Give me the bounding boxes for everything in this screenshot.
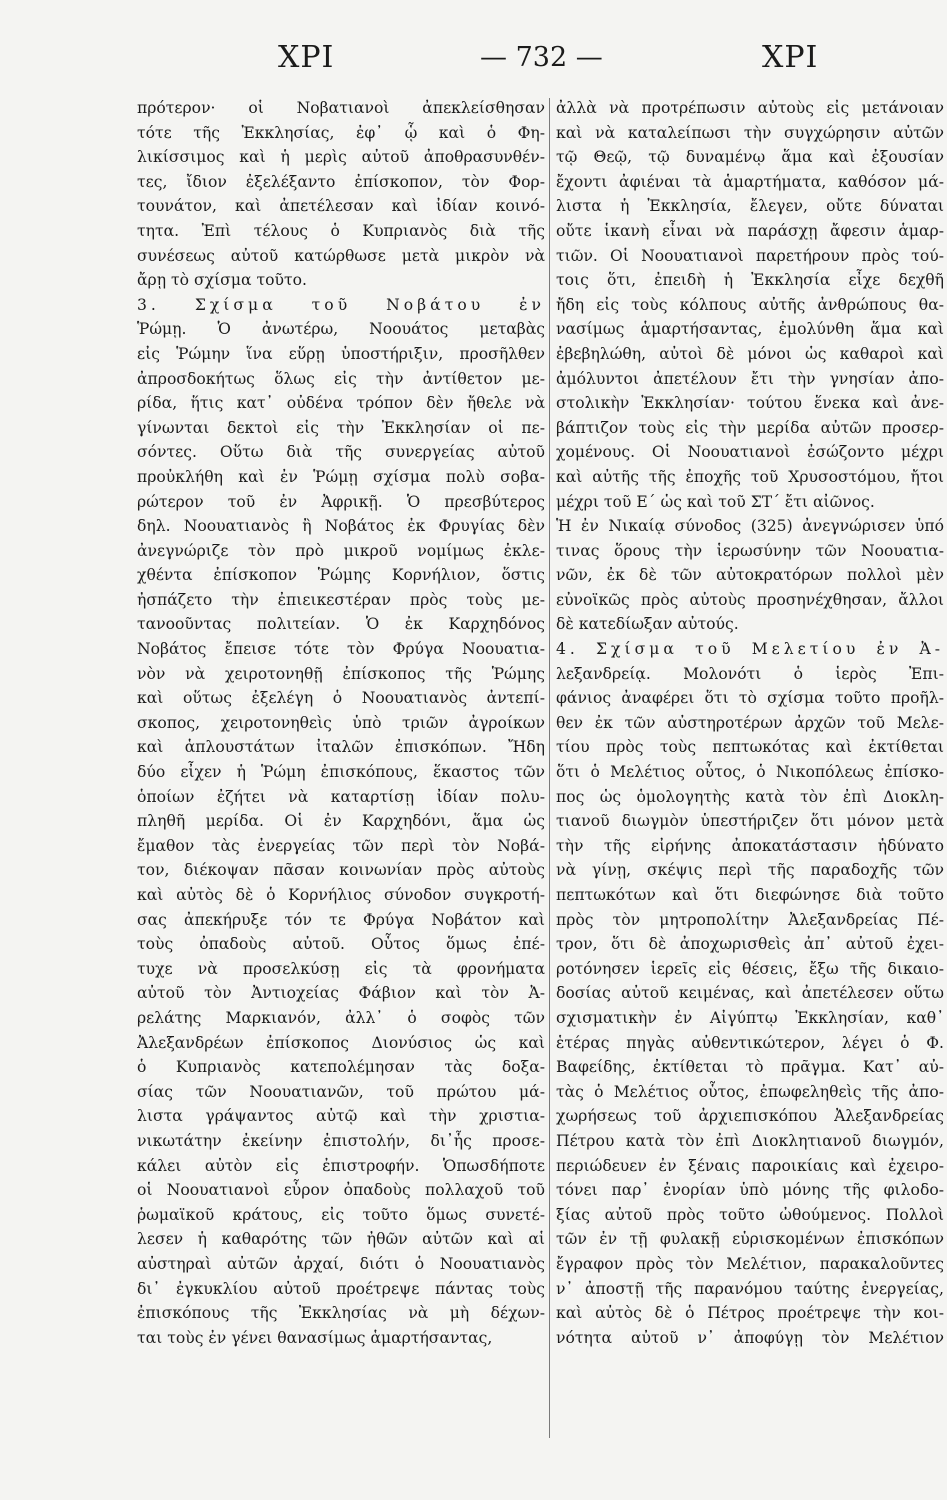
text-line: καὶ αὐτῆς τῆς ἐποχῆς τοῦ Χρυσοστόμου, ἤτοι [556, 467, 944, 486]
text-line: εὐνοϊκῶς πρὸς αὐτοὺς προσηνέχθησαν, ἄλλοι [556, 590, 944, 609]
text-line: ρώτερον τοῦ ἐν Ἀφρικῇ. Ὁ πρεσβύτερος [137, 492, 545, 511]
text-line: ὁ Κυπριανὸς κατεπολέμησαν τὰς δοξα- [137, 1058, 545, 1077]
text-line: λεξανδρείᾳ. Μολονότι ὁ ἱερὸς Ἐπι- [556, 664, 944, 683]
text-line: τὰς ὁ Μελέτιος οὗτος, ἐπωφεληθεὶς τῆς ἀπο- [556, 1082, 944, 1101]
text-line: φάνιος ἀναφέρει ὅτι τὸ σχίσμα τοῦτο προῆλ- [556, 689, 944, 708]
text-line: τίου πρὸς τοὺς πεπτωκότας καὶ ἐκτίθεται [556, 738, 944, 757]
text-line: δι᾽ ἐγκυκλίου αὐτοῦ προέτρεψε πάντας τοὺς [137, 1279, 545, 1298]
text-line: χομένους. Οἱ Νοουατιανοὶ ἐσώζοντο μέχρι [556, 443, 944, 462]
text-line: πος ὡς ὁμολογητὴς κατὰ τὸν ἐπὶ Διοκλη- [556, 787, 944, 806]
text-line: Ἡ ἐν Νικαίᾳ σύνοδος (325) ἀνεγνώρισεν ὑπό [556, 517, 944, 536]
text-line: σίας τῶν Νοουατιανῶν, τοῦ πρώτου μά- [137, 1082, 545, 1101]
text-line: ἀνεγνώριζε τὸν πρὸ μικροῦ νομίμως ἐκλε- [137, 541, 545, 560]
text-line: σκοπος, χειροτονηθεὶς ὑπὸ τριῶν ἀγροίκων [137, 713, 545, 732]
text-line: οἱ Νοουατιανοὶ εὗρον ὀπαδοὺς πολλαχοῦ τοῦ [137, 1181, 545, 1200]
text-line: πρότερον· οἱ Νοβατιανοὶ ἀπεκλείσθησαν [137, 99, 545, 117]
text-line: ἔγραφον πρὸς τὸν Μελέτιον, παρακαλοῦντες [556, 1254, 944, 1273]
text-line: ἔμαθον τὰς ἐνεργείας τῶν περὶ τὸν Νοβά- [137, 836, 545, 855]
text-line: λικίσσιμος καὶ ἡ μερὶς αὐτοῦ ἀποθρασυνθέν- [137, 148, 545, 167]
text-line: λιστα γράψαντος αὐτῷ καὶ τὴν χριστια- [137, 1107, 545, 1126]
text-line: δοσίας αὐτοῦ κειμένας, καὶ ἀπετέλεσεν οὕτω [556, 984, 944, 1003]
text-line: νῶν, ἐκ δὲ τῶν αὐτοκρατόρων πολλοὶ μὲν [556, 566, 944, 585]
page-number: — 732 — [480, 42, 603, 73]
text-line: ἀλλὰ νὰ προτρέπωσιν αὐτοὺς εἰς μετάνοιαν [556, 99, 944, 117]
text-line: πληθῆ μερίδα. Οἱ ἐν Καρχηδόνι, ἅμα ὡς [137, 812, 545, 831]
text-line: τουνάτον, καὶ ἀπετέλεσαν καὶ ἰδίαν κοινό- [137, 197, 545, 216]
text-line: τον, διέκοψαν πᾶσαν κοινωνίαν πρὸς αὐτοὺς [137, 861, 545, 880]
text-line: τὴν τῆς εἰρήνης ἀποκατάστασιν ἠδύνατο [556, 836, 944, 855]
text-line: ἄρῃ τὸ σχίσμα τοῦτο. [137, 271, 307, 290]
text-line: δὲ κατεδίωξαν αὐτούς. [556, 615, 739, 634]
text-line: δύο εἶχεν ἡ Ῥώμη ἐπισκόπους, ἕκαστος τῶν [137, 763, 545, 782]
text-line: συνέσεως αὐτοῦ κατώρθωσε μετὰ μικρὸν νὰ [137, 246, 545, 265]
text-line: σχισματικὴν ἐν Αἰγύπτῳ Ἐκκλησίαν, καθ᾽ [556, 1008, 944, 1027]
text-line: λεσεν ἡ καθαρότης τῶν ἠθῶν αὐτῶν καὶ αἱ [137, 1230, 545, 1249]
text-line: δηλ. Νοουατιανὸς ἢ Νοβάτος ἐκ Φρυγίας δὲν [137, 517, 545, 536]
text-line: τῷ Θεῷ, τῷ δυναμένῳ ἅμα καὶ ἐξουσίαν [556, 148, 944, 167]
text-line: νασίμως ἁμαρτήσαντας, ἐμολύνθη ἅμα καὶ [556, 320, 944, 339]
text-line: ῥωμαϊκοῦ κράτους, εἰς τοῦτο ὅμως συνετέ- [137, 1205, 545, 1224]
text-line: τιῶν. Οἱ Νοουατιανοὶ παρετήρουν πρὸς τού- [556, 246, 944, 265]
text-line: τυχε νὰ προσελκύσῃ εἰς τὰ φρονήματα [137, 959, 545, 978]
column-divider [549, 98, 550, 1438]
text-line: σας ἀπεκήρυξε τόν τε Φρύγα Νοβάτον καὶ [137, 910, 545, 929]
text-line: τότε τῆς Ἐκκλησίας, ἐφ᾽ ᾧ καὶ ὁ Φη- [137, 123, 545, 142]
text-line: κάλει αὐτὸν εἰς ἐπιστροφήν. Ὁπωσδήποτε [137, 1156, 545, 1175]
text-line: ξίας αὐτοῦ πρὸς τοῦτο ὠθούμενος. Πολλοὶ [556, 1205, 944, 1224]
text-line: τόνει παρ᾽ ἐνορίαν ὑπὸ μόνης τῆς φιλοδο- [556, 1181, 944, 1200]
text-line: προὐκλήθη καὶ ἐν Ῥώμῃ σχίσμα πολὺ σοβα- [137, 467, 545, 486]
text-line: χθέντα ἐπίσκοπον Ῥώμης Κορνήλιον, ὅστις [137, 566, 545, 585]
text-line: Πέτρου κατὰ τὸν ἐπὶ Διοκλητιανοῦ διωγμόν, [556, 1131, 944, 1150]
page-header [0, 40, 947, 84]
text-line: νότητα αὐτοῦ ν᾽ ἀποφύγῃ τὸν Μελέτιον [556, 1328, 944, 1347]
text-line: ροτόνησεν ἱερεῖς εἰς θέσεις, ἔξω τῆς δικαιο- [556, 959, 944, 978]
text-line: τοις ὅτι, ἐπειδὴ ἡ Ἐκκλησία εἶχε δεχθῆ [556, 271, 944, 290]
text-line: αὐστηραὶ αὐτῶν ἀρχαί, διότι ὁ Νοουατιανὸς [137, 1254, 545, 1273]
text-line: Βαφείδης, ἐκτίθεται τὸ πρᾶγμα. Κατ᾽ αὐ- [556, 1058, 944, 1077]
running-head-left: ΧΡΙ [278, 40, 335, 75]
text-line: νὰ γίνῃ, σκέψις περὶ τῆς παραδοχῆς τῶν [556, 861, 944, 880]
text-line: τῶν ἐν τῇ φυλακῇ εὑρισκομένων ἐπισκόπων [556, 1230, 944, 1249]
text-line: Ῥώμῃ. Ὁ ἀνωτέρω, Νοουάτος μεταβὰς [137, 320, 545, 339]
text-line: καὶ νὰ καταλείπωσι τὴν συγχώρησιν αὐτῶν [556, 123, 944, 142]
text-line: χωρήσεως τοῦ ἀρχιεπισκόπου Ἀλεξανδρείας [556, 1107, 944, 1126]
right-column [556, 96, 944, 1476]
text-line: ἠσπάζετο τὴν ἐπιεικεστέραν πρὸς τοὺς με- [137, 590, 545, 609]
text-line: ἑτέρας πηγὰς αὐθεντικώτερον, λέγει ὁ Φ. [556, 1033, 944, 1052]
text-line: ρίδα, ἥτις κατ᾽ οὐδένα τρόπον δὲν ἤθελε νὰ [137, 394, 545, 413]
text-line: ν᾽ ἀποστῇ τῆς παρανόμου ταύτης ἐνεργείας, [556, 1279, 944, 1298]
text-line: νὸν νὰ χειροτονηθῇ ἐπίσκοπος τῆς Ῥώμης [137, 664, 545, 683]
text-line: ὁποίων ἐζήτει νὰ καταρτίσῃ ἰδίαν πολυ- [137, 787, 545, 806]
text-line: ἐβεβηλώθη, αὐτοὶ δὲ μόνοι ὡς καθαροὶ καὶ [556, 344, 944, 363]
text-line: τρον, ὅτι δὲ ἀποχωρισθεὶς ἀπ᾽ αὐτοῦ ἐχει- [556, 935, 944, 954]
text-line: ἀπροσδοκήτως ὅλως εἰς τὴν ἀντίθετον με- [137, 369, 545, 388]
text-line: καὶ ἁπλουστάτων ἰταλῶν ἐπισκόπων. Ἤδη [137, 738, 545, 757]
text-line: ὅτι ὁ Μελέτιος οὗτος, ὁ Νικοπόλεως ἐπίσκο- [556, 763, 944, 782]
text-line: καὶ αὐτὸς δὲ ὁ Πέτρος προέτρεψε τὴν κοι- [556, 1304, 944, 1323]
text-line: τοὺς ὀπαδοὺς αὐτοῦ. Οὗτος ὅμως ἐπέ- [137, 935, 545, 954]
text-line: σόντες. Οὕτω διὰ τῆς συνεργείας αὐτοῦ [137, 443, 545, 462]
text-line: 4. Σχίσμα τοῦ Μελετίου ἐν Ἀ- [556, 640, 944, 659]
text-line: βάπτιζον τοὺς εἰς τὴν μερίδα αὐτῶν προσερ- [556, 418, 944, 437]
text-line: καὶ αὐτὸς δὲ ὁ Κορνήλιος σύνοδον συγκροτή- [137, 886, 545, 904]
running-head-right: ΧΡΙ [762, 40, 819, 75]
text-line: λιστα ἡ Ἐκκλησία, ἔλεγεν, οὔτε δύναται [556, 197, 944, 216]
text-line: ἐπισκόπους τῆς Ἐκκλησίας νὰ μὴ δέχων- [137, 1304, 545, 1323]
text-line: Ἀλεξανδρέων ἐπίσκοπος Διονύσιος ὡς καὶ [137, 1033, 545, 1052]
text-line: γίνωνται δεκτοὶ εἰς τὴν Ἐκκλησίαν οἱ πε- [137, 418, 545, 437]
text-line: περιώδευεν ἐν ξέναις παροικίαις καὶ ἐχειρο- [556, 1156, 944, 1175]
text-line: τινας ὅρους τὴν ἱερωσύνην τῶν Νοουατια- [556, 541, 944, 560]
text-line: Νοβάτος ἔπεισε τότε τὸν Φρύγα Νοουατια- [137, 640, 545, 659]
text-line: τιανοῦ διωγμὸν ὑπεστήριζεν ὅτι μόνον μετὰ [556, 812, 944, 831]
text-line: πρὸς τὸν μητροπολίτην Ἀλεξανδρείας Πέ- [556, 910, 944, 929]
text-line: τανοοῦντας πολιτείαν. Ὁ ἐκ Καρχηδόνος [137, 615, 545, 634]
text-line: τητα. Ἐπὶ τέλους ὁ Κυπριανὸς διὰ τῆς [137, 221, 545, 240]
text-line: αὐτοῦ τὸν Ἀντιοχείας Φάβιον καὶ τὸν Ἀ- [137, 984, 545, 1003]
text-line: θεν ἐκ τῶν αὐστηροτέρων ἀρχῶν τοῦ Μελε- [556, 713, 944, 732]
text-line: ἀμόλυντοι ἀπετέλουν ἔτι τὴν γνησίαν ἀπο- [556, 369, 944, 388]
text-line: στολικὴν Ἐκκλησίαν· τούτου ἕνεκα καὶ ἀνε- [556, 394, 944, 413]
text-line: καὶ οὕτως ἐξελέγη ὁ Νοουατιανὸς ἀντεπί- [137, 689, 545, 708]
text-line: νικωτάτην ἐκείνην ἐπιστολήν, δι᾽ἧς προσε- [137, 1131, 545, 1150]
text-line: ται τοὺς ἐν γένει θανασίμως ἁμαρτήσαντας, [137, 1328, 493, 1347]
text-line: μέχρι τοῦ Ε´ ὡς καὶ τοῦ ΣΤ´ ἔτι αἰῶνος. [556, 492, 875, 511]
text-line: οὔτε ἱκανὴ εἶναι νὰ παράσχῃ ἄφεσιν ἁμαρ- [556, 221, 944, 240]
left-column [137, 96, 545, 1476]
text-line: εἰς Ῥώμην ἵνα εὕρῃ ὑποστήριξιν, προσῆλθεν [137, 344, 545, 363]
text-line: ἤδη εἰς τοὺς κόλπους αὐτῆς ἀνθρώπους θα- [556, 295, 944, 314]
text-line: 3. Σχίσμα τοῦ Νοβάτου ἐν [137, 295, 545, 314]
text-line: τες, ἴδιον ἐξελέξαντο ἐπίσκοπον, τὸν Φορ- [137, 172, 545, 191]
text-line: ἔχοντι ἀφιέναι τὰ ἁμαρτήματα, καθόσον μά- [556, 172, 944, 191]
text-line: ρελάτης Μαρκιανόν, ἀλλ᾽ ὁ σοφὸς τῶν [137, 1008, 545, 1027]
text-line: πεπτωκότων καὶ ὅτι διεφώνησε διὰ τοῦτο [556, 886, 944, 904]
